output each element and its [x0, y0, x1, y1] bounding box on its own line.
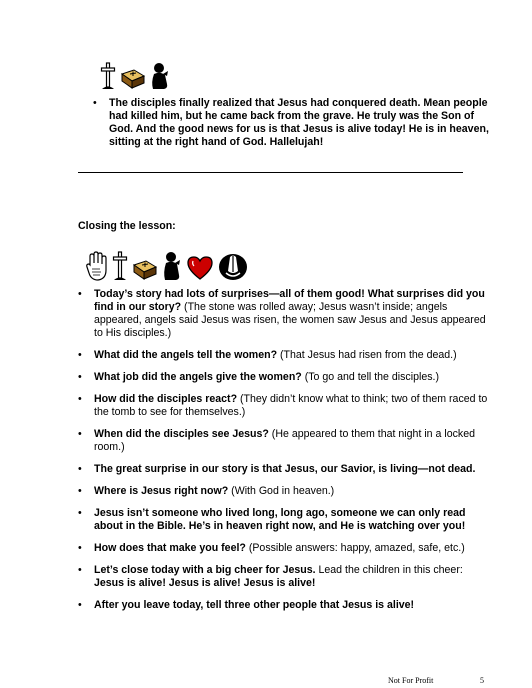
item-question: Jesus isn’t someone who lived long, long ago, someone we can only read about in the Bible. He’s in heaven right now, and He is watching over you! — [94, 507, 466, 532]
bible-icon — [120, 68, 146, 90]
list-item — [78, 564, 494, 590]
heart-icon — [186, 255, 214, 281]
item-answer: (To go and tell the disciples.) — [301, 371, 439, 383]
item-answer: (He appeared to them that night in a locked room.) — [94, 428, 475, 453]
cheer-text: Jesus is alive! Jesus is alive! Jesus is alive! — [94, 577, 316, 589]
cross-icon — [112, 251, 128, 281]
item-question: How does that make you feel? — [94, 542, 246, 554]
item-question: Where is Jesus right now? — [94, 485, 229, 497]
bullet: • — [78, 371, 82, 383]
list-item — [78, 371, 494, 384]
closing-heading: Closing the lesson: — [78, 220, 176, 232]
list-item — [78, 463, 494, 476]
bullet: • — [78, 542, 82, 554]
page-number: 5 — [480, 676, 484, 685]
divider — [78, 172, 463, 173]
list-item — [78, 428, 494, 454]
bullet: • — [78, 428, 82, 440]
list-item — [78, 349, 494, 362]
bullet: • — [78, 393, 82, 405]
bullet: • — [78, 463, 82, 475]
item-answer: (The stone was rolled away; Jesus wasn’t inside; angels appeared, angels said Jesus was risen, the women saw Jesus and Jesus appeared to His disciples.) — [94, 301, 486, 339]
bullet: • — [78, 485, 82, 497]
list-item — [78, 485, 494, 498]
footer-note: Not For Profit — [388, 676, 434, 685]
item-question: After you leave today, tell three other people that Jesus is alive! — [94, 599, 415, 611]
bullet: • — [78, 349, 82, 361]
closing-icon-row — [86, 251, 252, 281]
top-icon-row — [100, 62, 174, 90]
bullet: • — [93, 97, 97, 109]
item-question: The great surprise in our story is that Jesus, our Savior, is living—not dead. — [94, 463, 476, 475]
praying-child-icon — [150, 62, 170, 90]
list-item — [78, 393, 494, 419]
list-item — [78, 288, 494, 340]
item-answer: (They didn’t know what to think; two of them raced to the tomb to see for themselves.) — [94, 393, 488, 418]
hand-icon — [86, 251, 108, 281]
list-item — [78, 507, 494, 533]
praying-child-icon — [162, 251, 182, 281]
item-question: When did the disciples see Jesus? — [94, 428, 269, 440]
bullet: • — [78, 507, 82, 519]
item-question: How did the disciples react? — [94, 393, 238, 405]
bullet: • — [78, 599, 82, 611]
intro-list — [93, 97, 493, 149]
item-answer: (With God in heaven.) — [228, 485, 335, 497]
bible-icon — [132, 259, 158, 281]
list-item — [78, 599, 494, 612]
item-question: What did the angels tell the women? — [94, 349, 278, 361]
intro-text: The disciples finally realized that Jesus had conquered death. Mean people had killed him, but he came back from the grave. He truly was the Son of God. And the good news for us is that Jesus is alive today! He is in heaven, sitting at the right hand of God. Hallelujah! — [109, 97, 489, 148]
praying-hands-icon — [218, 251, 248, 281]
bullet: • — [78, 564, 82, 576]
item-answer: (Possible answers: happy, amazed, safe, etc.) — [245, 542, 465, 554]
item-answer: Lead the children in this cheer: — [315, 564, 463, 576]
cross-icon — [100, 62, 116, 90]
bullet: • — [78, 288, 82, 300]
item-question: What job did the angels give the women? — [94, 371, 302, 383]
closing-questions-list — [78, 288, 494, 621]
list-item — [93, 97, 493, 149]
list-item — [78, 542, 494, 555]
item-question: Today’s story had lots of surprises—all of them good! What surprises did you find in our story? — [94, 288, 485, 313]
item-question: Let’s close today with a big cheer for Jesus. — [94, 564, 316, 576]
item-answer: (That Jesus had risen from the dead.) — [277, 349, 457, 361]
